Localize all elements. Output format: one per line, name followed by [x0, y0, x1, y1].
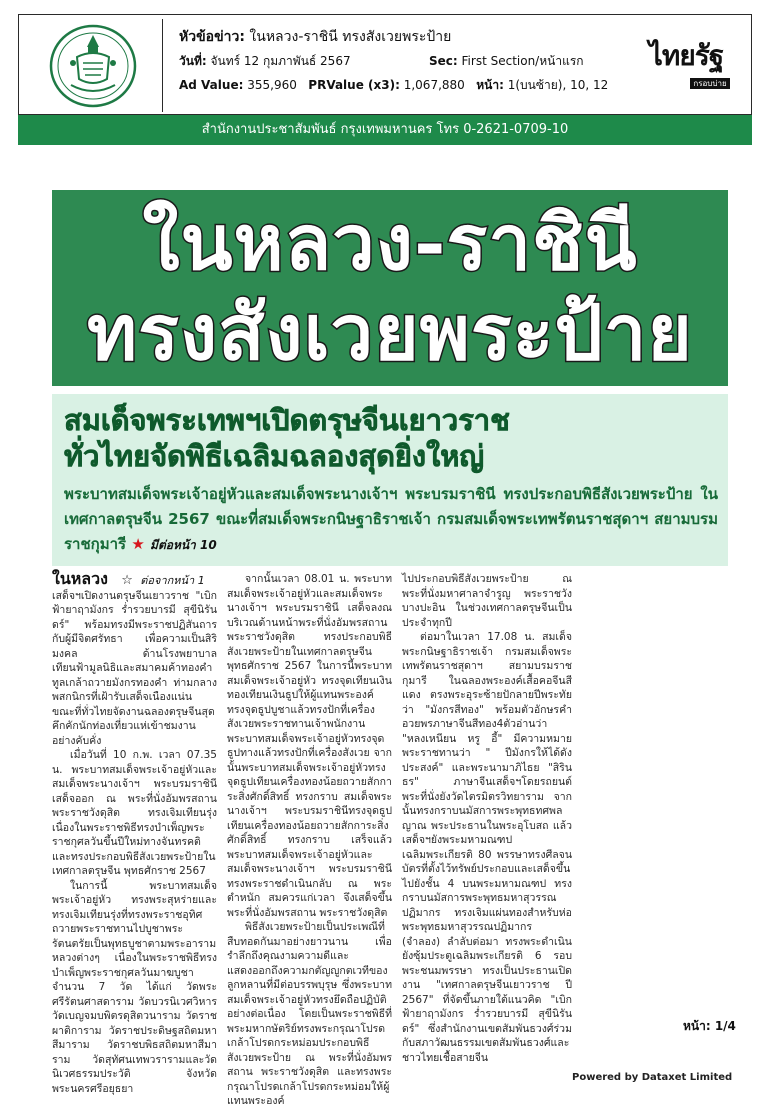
paragraph: พิธีสังเวยพระป้ายเป็นประเพณีที่สืบทอดกันมาอย่างยาวนาน เพื่อรำลึกถึงคุณงามความดีและแสดงออกถึงความกตัญญูกตเวทีของลูกหลานที่มีต่อบรรพบุรุษ ซึ่งพระบาทสมเด็จพระเจ้าอยู่หัวทรงยึดถือปฏิบัติอย่างต่อเนื่อง โดยเป็นพระราชพิธีที่ พระมหากษัตริย์ทรงพระกรุณาโปรดเกล้าโปรดกระหม่อมประกอบพิธีสังเวยพระป้าย ณ พระที่นั่งอัมพรสถาน พระราชวังดุสิต และทรงพระกรุณาโปรดเกล้าโปรดกระหม่อมให้ผู้แทนพระองค์ — [227, 921, 392, 1107]
lead-paragraph — [64, 482, 718, 558]
thairath-logo — [631, 41, 741, 101]
article-kicker: ในหลวง — [52, 569, 108, 588]
headline-line-2: ทรงสังเวยพระป้าย — [87, 288, 693, 377]
subheadline-line-1: สมเด็จพระเทพฯเปิดตรุษจีนเยาวราช — [64, 403, 510, 437]
value-row — [179, 73, 619, 97]
paragraph: ต่อมาในเวลา 17.08 น. สมเด็จพระกนิษฐาธิราชเจ้า กรมสมเด็จพระเทพรัตนราชสุดาฯ สยามบรมราชกุมารี ในฉลองพระองค์เสื้อคอจีนสีแดง ตรงพระอุระซ้ายปักลายปีพระทัยว่า "มังกรสีทอง" พร้อมตัวอักษรคำอวยพรภาษาจีนสีทอง4ตัวอ่านว่า "หลงเหนียน หรู อี้" มีความหมายพระราชทานว่า " ปีมังกรให้ได้ดังประสงค์" และพระนามาภิไธย "สิรินธร" ภาษาจีนเสด็จฯโดยรถยนต์พระที่นั่งยังวัดไตรมิตรวิทยาราม จากนั้นทรงกราบนมัสการพระพุทธทศพลญาณ พระประธานในพระอุโบสถ แล้วเสด็จฯยังพระมหามณฑปเฉลิมพระเกียรติ 80 พรรษาทรงศีลจนบัตรที่ตั้งไว้ทรัพย์ประกอบและเสด็จขึ้นไปยังชั้น 4 บนพระมหามณฑป ทรงกราบนมัสการพระพุทธมหาสุวรรณปฏิมากร ทรงเจิมแผ่นทองสำหรับห่อพระพุทธมหาสุวรรณปฏิมากร (จำลอง) ลำลับต่อมา ทรงพระดำเนินยังซุ้มประตูเฉลิมพระเกียรติ 6 รอบพระชนมพรรษา ทรงเป็นประธานเปิดงาน "เทศกาลตรุษจีนเยาวราช ปี 2567" ที่จัดขึ้นภายใต้แนวคิด "เบิกฟ้ายาฤามังกร ร่ำรวยบารมี สุขีนิรันดร์" ซึ่งสำนักงานเขตสัมพันธวงศ์ร่วมกับสภาวัฒนธรรมเขตสัมพันธวงศ์และชาวไทยเชื้อสายจีน — [402, 631, 572, 1064]
paragraph: เมื่อวันที่ 10 ก.พ. เวลา 07.35 น. พระบาทสมเด็จพระเจ้าอยู่หัวและสมเด็จพระนางเจ้าฯ พระบรมราชินี เสด็จออก ณ พระที่นั่งอัมพรสถาน พระราชวังดุสิต ทรงเจิมเทียนรุ่ง เนื่องในพระราชพิธีทรงบำเพ็ญพระราชกุศลวันขึ้นปีใหม่ทางจันทรคติ และทรงประกอบพิธีสังเวยพระป้ายในเทศกาลตรุษจีน พุทธศักราช 2567 — [52, 749, 217, 877]
section-info — [429, 49, 584, 73]
topic-value: ในหลวง-ราชินี ทรงสังเวยพระป้าย — [249, 29, 452, 45]
paragraph: ไปประกอบพิธีสังเวยพระป้าย ณ พระที่นั่งมหาศาลาจำรูญ พระราชวังบางปะอิน ในช่วงเทศกาลตรุษจีนเป็นประจำทุกปี — [402, 573, 572, 629]
article-column-3 — [402, 572, 572, 1065]
continued-label: มีต่อหน้า 10 — [150, 538, 217, 552]
clipping-header — [18, 14, 752, 115]
article-column-1 — [52, 569, 217, 1096]
star-outline-icon: ☆ — [121, 573, 133, 588]
article-kicker-line — [52, 569, 217, 589]
paragraph: จากนั้นเวลา 08.01 น. พระบาทสมเด็จพระเจ้าอยู่หัวและสมเด็จพระนางเจ้าฯ พระบรมราชินี เสด็จลงณ บริเวณด้านหน้าพระที่นั่งอัมพรสถาน พระราชวังดุสิต ทรงประกอบพิธีสังเวยพระป้ายในเทศกาลตรุษจีน พุทธศักราช 2567 ในการนี้พระบาทสมเด็จพระเจ้าอยู่หัว ทรงจุดเทียนเงินทองเทียนเงินธูปให้ผู้แทนพระองค์ ทรงจุดธูปบูชาแล้วทรงปักที่เครื่องสังเวยพระราชทานเจ้าพนักงาน พระบาทสมเด็จพระเจ้าอยู่หัวทรงจุดธูปทางแล้วทรงปักที่เครื่องสังเวย จากนั้นพระบาทสมเด็จพระเจ้าอยู่หัวทรงจุดธูปเทียนเครื่องทองน้อยถวายสักการะสิ่งศักดิ์สิทธิ์ ทรงกราบ สมเด็จพระนางเจ้าฯ พระบรมราชินีทรงจุดธูปเทียนเครื่องทองน้อยถวายสักการะสิ่งศักดิ์สิทธิ์ ทรงกราบ เสร็จแล้ว พระบาทสมเด็จพระเจ้าอยู่หัวและสมเด็จพระนางเจ้าฯ พระบรมราชินี ทรงพระราชดำเนินกลับ ณ พระตำหนัก สมควรแก่เวลา จึงเสด็จขึ้นพระที่นั่งอัมพรสถาน พระราชวังดุสิต — [227, 573, 392, 919]
pr-label: PRValue (x3): — [308, 78, 400, 92]
main-headline — [52, 190, 728, 386]
headline-line-1: ในหลวง-ราชินี — [142, 198, 638, 287]
pr-office-banner: สำนักงานประชาสัมพันธ์ กรุงเทพมหานคร โทร 0-2621-0709-10 — [18, 115, 752, 145]
article-column-2 — [227, 572, 392, 1109]
star-icon: ★ — [131, 535, 145, 553]
paragraph: ในการนี้ พระบาทสมเด็จพระเจ้าอยู่หัว ทรงพระสุหร่ายและทรงเจิมเทียนรุ่งที่ทรงพระราชอุทิศถวายพระราชทานไปบูชาพระรัตนตรัยเป็นพุทธบูชาตามพระอารามหลวงต่างๆ เนื่องในพระราชพิธีทรงบำเพ็ญพระราชกุศลวันมาฆบูชา จำนวน 7 วัด ได้แก่ วัดพระศรีรัตนศาสดาราม วัดบวรนิเวศวิหาร วัดเบญจมบพิตรดุสิตวนาราม วัดราชผาติการาม วัดราชประดิษฐสถิตมหาสีมาราม วัดราชบพิธสถิตมหาสีมาราม วัดสุทัศนเทพวรารามและวัดนิเวศธรรมประวัติ จังหวัดพระนครศรีอยุธยา — [52, 879, 217, 1095]
logo-wordmark: ไทยรัฐ — [648, 39, 724, 72]
ad-label: Ad Value: — [179, 78, 244, 92]
topic-row — [179, 25, 619, 49]
ad-value: 355,960 — [247, 78, 297, 92]
continued-from-label: ต่อจากหน้า 1 — [140, 574, 205, 587]
page-value: 1(บนซ้าย), 10, 12 — [507, 78, 609, 92]
subheadline-line-2: ทั่วไทยจัดพิธีเฉลิมฉลองสุดยิ่งใหญ่ — [64, 439, 485, 473]
date-label: วันที่: — [179, 54, 207, 68]
topic-label: หัวข้อข่าว: — [179, 29, 245, 45]
pr-value: 1,067,880 — [403, 78, 465, 92]
page-label: หน้า: — [476, 78, 504, 92]
section-value: First Section/หน้าแรก — [461, 54, 584, 68]
lead-text: พระบาทสมเด็จพระเจ้าอยู่หัวและสมเด็จพระนางเจ้าฯ พระบรมราชินี ทรงประกอบพิธีสังเวยพระป้าย ในเทศกาลตรุษจีน 2567 ขณะที่สมเด็จพระกนิษฐาธิราชเจ้า กรมสมเด็จพระเทพรัตนราชสุดาฯ สยามบรมราชกุมารี — [64, 485, 718, 553]
clipping-meta — [179, 25, 619, 97]
date-row — [179, 49, 619, 73]
powered-by: Powered by Dataxet Limited — [572, 1072, 733, 1083]
logo-edition: กรอบบ่าย — [690, 78, 729, 89]
page-counter: หน้า: 1/4 — [683, 1019, 736, 1033]
paragraph: เสด็จฯเปิดงานตรุษจีนเยาวราช "เบิกฟ้ายาฤามังกร ร่ำรวยบารมี สุขีนิรันดร์" พร้อมทรงมีพระราชปฏิสันถารกับผู้มีจิตศรัทธา เพื่อความเป็นสิริมงคล ด้านโรงพยาบาลเทียนฟ้ามูลนิธิและสมาคมค้าทองคำทูลเกล้าถวายมังกรทองคำ ท่ามกลางพสกนิกรที่เฝ้ารับเสด็จเนืองแน่น ขณะที่ทั่วไทยจัดงานฉลองตรุษจีนสุดคึกคักนักท่องเที่ยวแห่เข้าชมงานอย่างคับคั่ง — [52, 589, 217, 747]
subheadline-box — [52, 394, 728, 566]
section-label: Sec: — [429, 54, 458, 68]
date-value: จันทร์ 12 กุมภาพันธ์ 2567 — [210, 54, 351, 68]
bma-seal-icon — [23, 19, 163, 112]
